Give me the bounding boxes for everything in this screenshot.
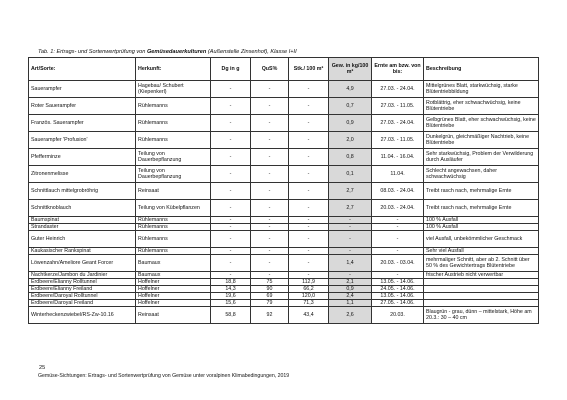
cell-qus: - [251,231,289,248]
cell-qus: - [251,115,289,132]
caption-bold: Gemüsedauerkulturen [146,49,207,55]
cell-herkunft: Rühlemanns [136,115,211,132]
cell-beschreibung: Mittelgrünes Blatt, starkwüchsig, starke Blütentriebbildung [424,81,539,98]
caption-prefix: Tab. 1: Ertrags- und Sortenwertprüfung von [38,49,147,55]
cell-herkunft: Hagebau/ Schubert (Kiepenkerl) [136,81,211,98]
cell-ernte: - [372,224,424,231]
cell-stk: - [289,200,329,217]
cell-beschreibung: frischer Austrieb nicht verwertbar [424,272,539,279]
cell-dg: 15,6 [211,300,251,307]
cell-art: Guter Heinrich [29,231,136,248]
cell-herkunft: Hoffelner [136,300,211,307]
cell-art: Kaukasischer Rankspinat [29,248,136,255]
cell-stk: - [289,149,329,166]
cell-dg: - [211,200,251,217]
cell-beschreibung: Dunkelgrün, gleichmäßiger Nachtrieb, keine Blütentriebe [424,132,539,149]
cell-beschreibung: 100 % Ausfall [424,224,539,231]
cell-stk: - [289,81,329,98]
table-row [29,183,539,200]
cell-stk: 112,9 [289,279,329,286]
table-row [29,279,539,286]
cell-dg: 19,6 [211,293,251,300]
cell-art: Pfefferminze [29,149,136,166]
cell-gew: 2,6 [329,307,372,324]
cell-qus: 90 [251,286,289,293]
ertrags-table [28,57,539,324]
cell-beschreibung: viel Ausfall, unbekömmlicher Geschmack [424,231,539,248]
cell-ernte: 27.05. - 14.06. [372,300,424,307]
cell-gew: 0,9 [329,286,372,293]
cell-stk: - [289,132,329,149]
cell-qus: - [251,98,289,115]
cell-qus: - [251,272,289,279]
cell-beschreibung: mehrmaliger Schnitt, aber ab 2. Schnitt über 50 % des Gewichtertrags Blütentriebe [424,255,539,272]
cell-qus: - [251,166,289,183]
table-row [29,98,539,115]
cell-ernte: 20.03. - 03.04. [372,255,424,272]
table-row [29,248,539,255]
cell-stk: - [289,255,329,272]
cell-ernte: 27.03. - 24.04. [372,81,424,98]
header-art: Art/Sorte: [29,58,136,81]
cell-herkunft: Hoffelner [136,293,211,300]
cell-ernte: 11.04. - 16.04. [372,149,424,166]
cell-herkunft: Rühlemanns [136,217,211,224]
header-row [29,58,539,81]
cell-ernte: - [372,248,424,255]
cell-qus: 69 [251,293,289,300]
cell-herkunft: Teilung von Dauerbepflanzung [136,166,211,183]
cell-ernte: 13.05. - 14.06. [372,279,424,286]
cell-art: Schnittknoblauch [29,200,136,217]
cell-herkunft: Baumaux [136,255,211,272]
cell-gew: 4,9 [329,81,372,98]
cell-beschreibung [424,279,539,286]
cell-art: Erdbeere/Daroyal Rolltunnel [29,293,136,300]
cell-dg: - [211,224,251,231]
cell-stk: - [289,248,329,255]
cell-stk: - [289,98,329,115]
cell-beschreibung: Sehr viel Ausfall [424,248,539,255]
cell-stk: - [289,224,329,231]
cell-gew: 2,0 [329,132,372,149]
cell-dg: - [211,81,251,98]
cell-dg: - [211,231,251,248]
cell-herkunft: Rühlemanns [136,98,211,115]
table-row [29,132,539,149]
cell-stk: - [289,217,329,224]
cell-ernte: 24.05. - 14.06. [372,286,424,293]
cell-gew: - [329,217,372,224]
cell-beschreibung: Treibt rasch nach, mehrmalige Ernte [424,183,539,200]
cell-ernte: 27.03. - 24.04. [372,115,424,132]
cell-herkunft: Reinsaat [136,183,211,200]
cell-herkunft: Rühlemanns [136,231,211,248]
cell-gew: 1,4 [329,255,372,272]
cell-herkunft: Rühlemanns [136,224,211,231]
cell-qus: - [251,255,289,272]
cell-dg: - [211,255,251,272]
cell-herkunft: Rühlemanns [136,248,211,255]
cell-stk: - [289,183,329,200]
cell-art: Schnittlauch mittelgrobröhrig [29,183,136,200]
table-row [29,231,539,248]
cell-dg: - [211,183,251,200]
header-stk: Stk./ 100 m² [289,58,329,81]
cell-ernte: 27.03. - 11.05. [372,98,424,115]
cell-beschreibung: Schlecht angewachsen, daher schwachwüchsig [424,166,539,183]
cell-dg: - [211,166,251,183]
cell-beschreibung: Treibt rasch nach, mehrmalige Ernte [424,200,539,217]
cell-qus: - [251,81,289,98]
cell-art: Winterheckenzwiebel/RS-Zw-10.16 [29,307,136,324]
cell-gew: 1,1 [329,300,372,307]
table-row [29,300,539,307]
table-row [29,149,539,166]
cell-ernte: - [372,231,424,248]
cell-gew: - [329,224,372,231]
cell-herkunft: Baumaux [136,272,211,279]
table-row [29,166,539,183]
table-row [29,224,539,231]
cell-art: Löwenzahn/Ameliore Geant Forcer [29,255,136,272]
cell-beschreibung [424,286,539,293]
table-row [29,115,539,132]
cell-art: Nachtkerze/Jambon du Jardinier [29,272,136,279]
table-row [29,293,539,300]
table-row [29,217,539,224]
cell-stk: - [289,166,329,183]
cell-gew: 2,7 [329,183,372,200]
cell-ernte: 20.03. - 24.04. [372,200,424,217]
cell-gew: 0,8 [329,149,372,166]
cell-beschreibung: Rotblättrig, eher schwachwüchsig, keine Blütentriebe [424,98,539,115]
cell-qus: - [251,224,289,231]
cell-art: Baumspinat [29,217,136,224]
cell-stk: 66,2 [289,286,329,293]
cell-beschreibung: Gelbgrünes Blatt, eher schwachwüchsig, keine Blütentriebe [424,115,539,132]
cell-ernte: - [372,272,424,279]
cell-qus: - [251,217,289,224]
cell-qus: - [251,248,289,255]
header-gew: Gew. in kg/100 m² [329,58,372,81]
cell-dg: 58,8 [211,307,251,324]
cell-dg: - [211,272,251,279]
cell-herkunft: Teilung von Kübelpflanzen [136,200,211,217]
cell-ernte: 27.03. - 11.05. [372,132,424,149]
table-row [29,81,539,98]
cell-qus: - [251,200,289,217]
page-footer: Gemüse-Sichtungen: Ertrags- und Sortenwertprüfung von Gemüse unter voralpinen Klimabedingungen, 2019 [38,373,290,379]
cell-ernte: - [372,217,424,224]
cell-dg: - [211,115,251,132]
cell-art: Sauerampfer 'Profusion' [29,132,136,149]
cell-dg: - [211,217,251,224]
cell-gew: 0,7 [329,98,372,115]
cell-ernte: 08.03. - 24.04. [372,183,424,200]
cell-art: Erdbeere/Elianny Rolltunnel [29,279,136,286]
cell-stk: 120,0 [289,293,329,300]
cell-gew: - [329,248,372,255]
cell-qus: - [251,149,289,166]
table-row [29,286,539,293]
cell-dg: - [211,98,251,115]
cell-gew: - [329,272,372,279]
cell-dg: - [211,132,251,149]
table-row [29,272,539,279]
cell-herkunft: Hoffelner [136,279,211,286]
cell-art: Erdbeere/Daroyal Freiland [29,300,136,307]
header-herkunft: Herkunft: [136,58,211,81]
table-body [29,81,539,324]
cell-stk: 71,3 [289,300,329,307]
cell-beschreibung [424,293,539,300]
cell-qus: - [251,132,289,149]
cell-beschreibung [424,300,539,307]
cell-dg: 18,8 [211,279,251,286]
header-beschreibung: Beschreibung [424,58,539,81]
cell-art: Französ. Sauerampfer [29,115,136,132]
cell-gew: 2,4 [329,293,372,300]
cell-art: Sauerampfer [29,81,136,98]
page-number: 25 [39,365,46,371]
cell-ernte: 13.05. - 14.06. [372,293,424,300]
cell-qus: 92 [251,307,289,324]
cell-qus: 75 [251,279,289,286]
cell-art: Strandaster [29,224,136,231]
cell-gew: 0,1 [329,166,372,183]
cell-stk: 43,4 [289,307,329,324]
cell-ernte: 20.03. [372,307,424,324]
caption-suffix: (Außenstelle Zinsenhof), Klasse I+II [206,49,297,55]
cell-stk: - [289,272,329,279]
cell-art: Erdbeere/Elianny Freiland [29,286,136,293]
cell-stk: - [289,115,329,132]
cell-art: Zitronenmelisse [29,166,136,183]
cell-gew: 2,7 [329,200,372,217]
cell-ernte: 11.04. [372,166,424,183]
cell-dg: - [211,248,251,255]
cell-gew: 2,1 [329,279,372,286]
cell-gew: 0,9 [329,115,372,132]
cell-qus: - [251,183,289,200]
cell-dg: 14,3 [211,286,251,293]
cell-beschreibung: Blaugrün - grau, dünn – mittelstark, Höhe am 20.3.: 30 – 40 cm [424,307,539,324]
cell-gew: - [329,231,372,248]
header-qus: QuS% [251,58,289,81]
cell-stk: - [289,231,329,248]
table-caption [38,49,538,55]
cell-herkunft: Teilung von Dauerbepflanzung [136,149,211,166]
cell-herkunft: Rühlemanns [136,132,211,149]
cell-qus: 79 [251,300,289,307]
cell-art: Roter Sauerampfer [29,98,136,115]
cell-dg: - [211,149,251,166]
table-row [29,255,539,272]
cell-beschreibung: Sehr starkwüchsig, Problem der Verwilderung durch Ausläufer [424,149,539,166]
cell-herkunft: Reinsaat [136,307,211,324]
table-row [29,307,539,324]
table-row [29,200,539,217]
header-dg: Dg in g [211,58,251,81]
cell-beschreibung: 100 % Ausfall [424,217,539,224]
cell-herkunft: Hoffelner [136,286,211,293]
header-ernte: Ernte am bzw. von bis: [372,58,424,81]
